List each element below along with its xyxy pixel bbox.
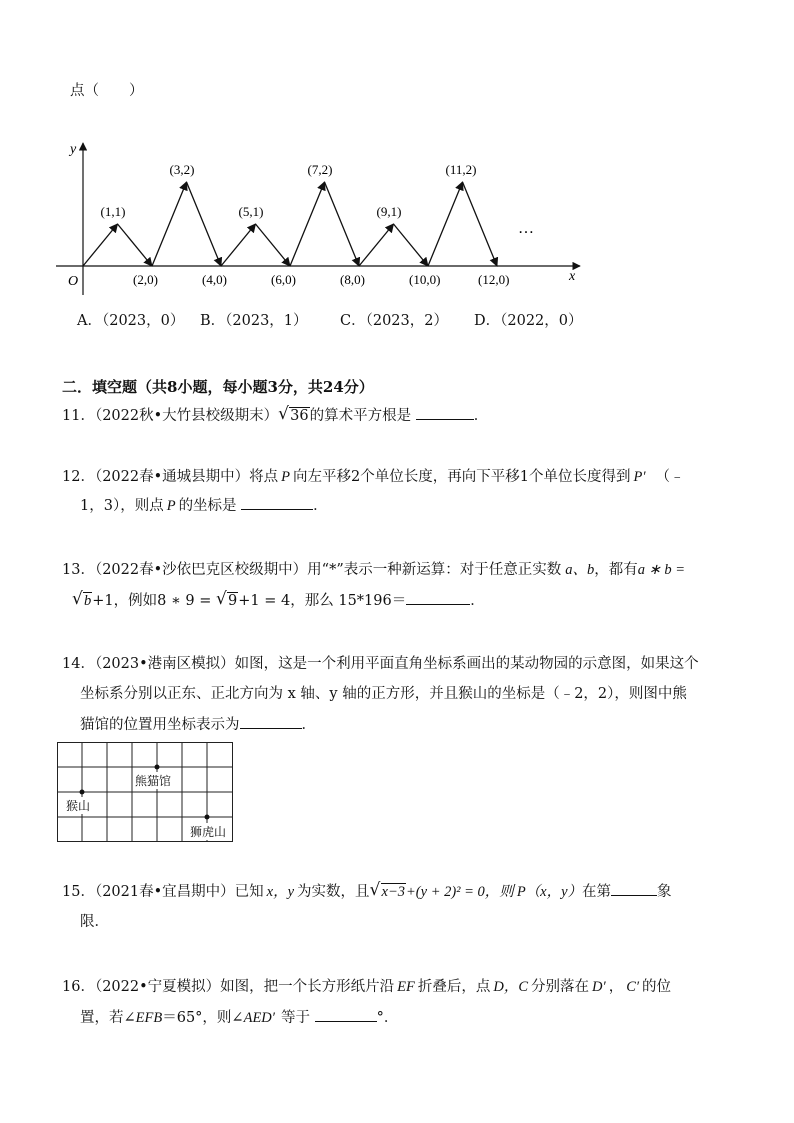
q13-example: 8 ∗ 9 = (157, 593, 212, 609)
question-14-line3 (80, 714, 316, 736)
q16-text-c: 分别落在 (531, 979, 590, 995)
q11-sqrt: √ 36 (278, 404, 309, 424)
q12-point-pprime: P′ (633, 469, 646, 485)
q16-text-b: 折叠后，点 (417, 979, 491, 995)
q15-formula: +(y + 2)² = 0，则 (406, 884, 514, 900)
lion-dot (205, 815, 210, 820)
monkey-dot (80, 790, 85, 795)
zigzag-segment (256, 224, 291, 266)
bottom-point-label: (2,0) (133, 272, 158, 287)
q12-answer-blank[interactable] (241, 495, 313, 510)
q13-example-tail: +1 = 4，那么 15*196＝ (238, 593, 407, 609)
q13-answer-blank[interactable] (406, 590, 470, 605)
q16-efb: EFB (135, 1010, 163, 1026)
q15-mid: 为实数，且 (297, 884, 370, 900)
zigzag-segment (83, 224, 118, 266)
question-13-line1 (62, 559, 685, 581)
bottom-point-label: (10,0) (409, 272, 441, 287)
panda-label: 熊猫馆 (135, 774, 172, 788)
q11-source: 11．（2022秋•大竹县校级期末） (62, 408, 279, 424)
question-continuation (70, 80, 144, 102)
q13-text-b: ，都有 (594, 562, 638, 578)
zigzag-segment (221, 224, 256, 266)
bottom-point-label: (12,0) (478, 272, 510, 287)
q16-text-e: 的位 (642, 979, 672, 995)
zigzag-segment (325, 182, 360, 266)
q16-answer-blank[interactable] (315, 1007, 377, 1022)
q12-text-c: （﹣ (655, 469, 685, 485)
q12-point-p-2: P (166, 498, 176, 514)
q16-end: °． (376, 1010, 399, 1026)
q16-text-a: 16．（2022•宁夏模拟）如图，把一个长方形纸片沿 (62, 979, 395, 995)
q15-answer-blank[interactable] (611, 881, 657, 896)
bottom-point-label: (8,0) (340, 272, 365, 287)
zigzag-segment (428, 182, 463, 266)
q11-radicand: 36 (290, 408, 309, 424)
q14-answer-blank[interactable] (240, 714, 302, 729)
q15-point: P（x，y） (516, 884, 583, 900)
q11-text: 的算术平方根是 (309, 408, 412, 424)
lion-label: 狮虎山 (190, 825, 227, 839)
question-16-line1 (62, 976, 671, 998)
q13-formula-head: a ∗ b = (637, 562, 686, 578)
q13-text-a: 13．（2022春•沙依巴克区校级期中）用“*”表示一种新运算：对于任意正实数 (62, 562, 562, 578)
question-12-line1 (62, 466, 685, 488)
q15-source: 15．（2021春•宜昌期中）已知 (62, 884, 264, 900)
q15-tail: 在第 (582, 884, 612, 900)
q16-ef: EF (397, 979, 415, 995)
q13-radicand-b: b (84, 593, 92, 609)
q12-text-d: 1，3），则点 (80, 498, 164, 514)
q12-text-b: 向左平移2个单位长度，再向下平移1个单位长度得到 (293, 469, 631, 485)
q13-radicand-9: 9 (228, 593, 238, 609)
zigzag-segment (290, 182, 325, 266)
q15-vars: x，y (266, 884, 295, 900)
y-axis-label: y (70, 142, 77, 157)
q15-end: 象 (657, 884, 672, 900)
q13-sqrt-b: √ b (72, 589, 92, 609)
zigzag-path (83, 182, 497, 266)
q16-text-h: 等于 (280, 1010, 310, 1026)
q15-sqrt: √ x−3 (369, 880, 406, 900)
question-14-line1: 14．（2023•港南区模拟）如图，这是一个利用平面直角坐标系画出的某动物园的示意图，如果这个 (62, 656, 699, 672)
q15-radicand: x−3 (381, 884, 406, 900)
question-16-line2 (80, 1007, 398, 1029)
x-axis-label: x (569, 269, 576, 284)
option-a: A．（2023，0） (77, 313, 185, 329)
q14-end: ． (301, 717, 316, 733)
q16-dprime: D′ (592, 979, 606, 995)
question-15-line1 (62, 881, 672, 903)
panda-dot (155, 765, 160, 770)
zigzag-segment (118, 224, 153, 266)
q16-text-f: 置，若∠ (80, 1010, 136, 1026)
top-point-label: (9,1) (376, 204, 402, 219)
origin-label: O (68, 274, 79, 289)
answer-paren-close: ） (129, 83, 144, 99)
q16-cprime: C′ (626, 979, 640, 995)
top-point-label: (1,1) (100, 204, 126, 219)
top-point-label: (11,2) (445, 162, 477, 177)
q11-end: ． (473, 408, 489, 424)
zoo-map (57, 742, 233, 842)
question-14-line2: 坐标系分别以正东、正北方向为 x 轴、y 轴的正方形，并且猴山的坐标是（﹣2，2），则图中熊 (80, 686, 687, 702)
q13-end: ． (470, 593, 485, 609)
q16-text-d: ， (608, 979, 624, 995)
zigzag-segment (187, 182, 222, 266)
q12-point-p: P (281, 469, 291, 485)
section-heading: 二．填空题（共8小题，每小题3分，共24分） (62, 378, 374, 396)
option-d: D．（2022，0） (474, 313, 583, 329)
question-13-line2 (72, 590, 485, 612)
zigzag-segment (463, 182, 498, 266)
q16-dc: D，C (493, 979, 529, 995)
q12-text-e: 的坐标是 (178, 498, 237, 514)
q16-aed: AED′ (243, 1010, 275, 1026)
question-11 (62, 405, 488, 427)
q11-answer-blank[interactable] (416, 405, 474, 420)
q13-formula-tail: +1，例如 (92, 593, 158, 609)
ellipsis: … (518, 220, 534, 237)
option-c: C．（2023，2） (340, 313, 448, 329)
monkey-label: 猴山 (66, 799, 91, 813)
answer-paren-open: 点（ (70, 83, 99, 99)
zigzag-segment (394, 224, 429, 266)
top-point-label: (5,1) (238, 204, 264, 219)
q12-text-a: 12．（2022春•通城县期中）将点 (62, 469, 279, 485)
question-15-line2: 限． (80, 914, 109, 930)
question-12-line2 (80, 495, 328, 517)
bottom-point-label: (6,0) (271, 272, 296, 287)
q13-sqrt-9: √ 9 (216, 589, 238, 609)
q13-vars: a、b (565, 562, 595, 578)
zigzag-graph (50, 135, 590, 305)
zigzag-segment (359, 224, 394, 266)
q16-text-g: ＝65°，则∠ (162, 1010, 244, 1026)
option-b: B．（2023，1） (200, 313, 308, 329)
bottom-point-label: (4,0) (202, 272, 227, 287)
zigzag-segment (152, 182, 187, 266)
q12-end: ． (313, 498, 328, 514)
q14-text: 猫馆的位置用坐标表示为 (80, 717, 240, 733)
top-point-label: (7,2) (307, 162, 333, 177)
top-point-label: (3,2) (169, 162, 195, 177)
